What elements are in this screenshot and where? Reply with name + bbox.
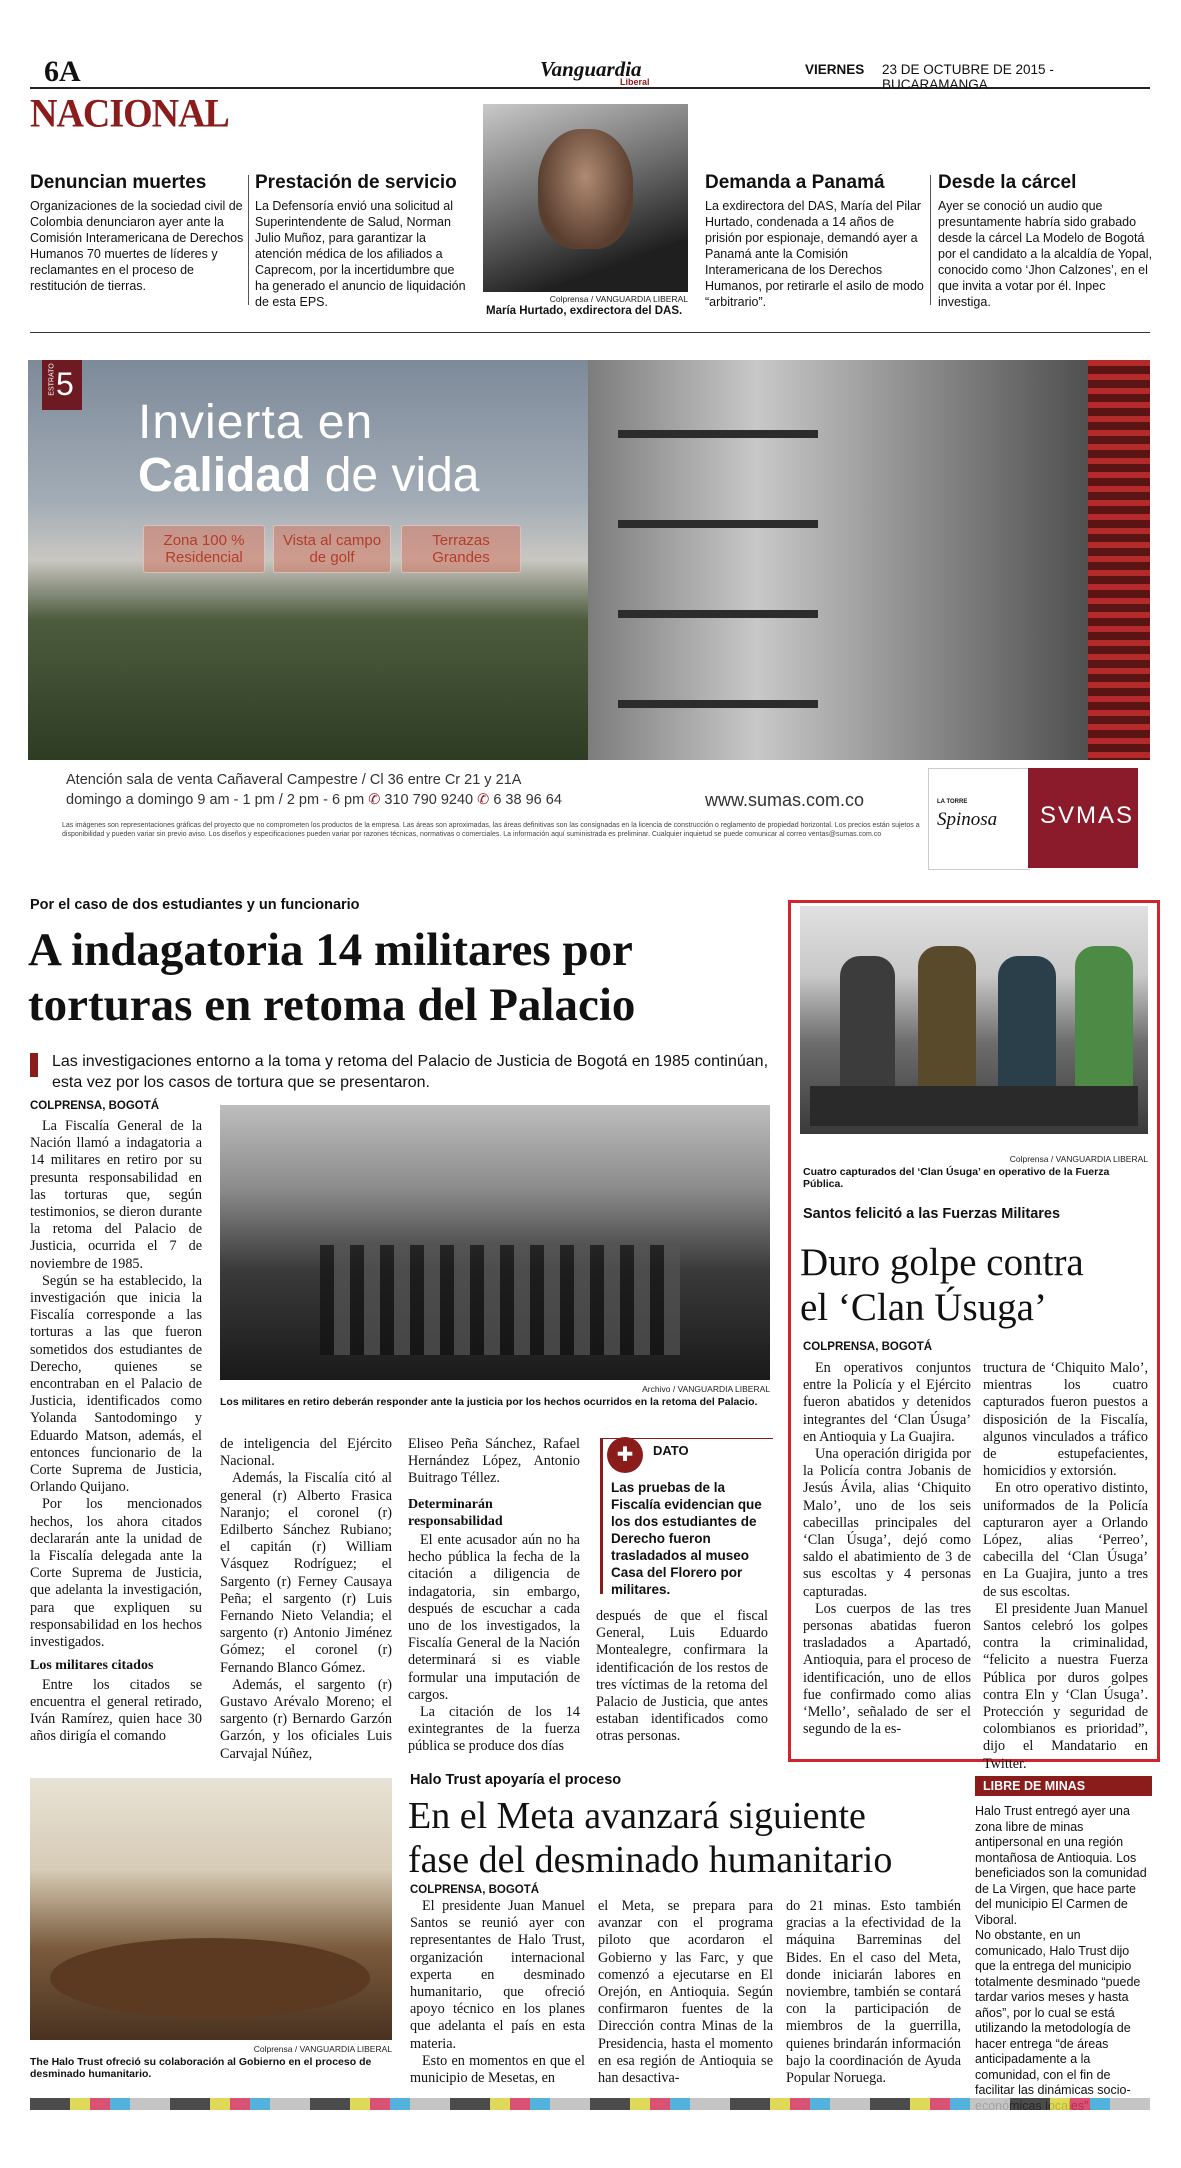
brief-4 bbox=[938, 172, 1153, 310]
brief-title: Demanda a Panamá bbox=[705, 172, 885, 193]
paragraph: Los cuerpos de las tres personas abatidas fueron trasladados a Apartadó, Antioquia, para el proceso de identificación, uno de ellos fue confirmado como alias ‘Mello’, señalado de ser el segundo de la es- bbox=[803, 1600, 971, 1738]
mines-box-label: LIBRE DE MINAS bbox=[975, 1776, 1152, 1796]
ad-logo-sumas bbox=[1028, 768, 1138, 868]
main-col-4 bbox=[596, 1608, 768, 1746]
section-title: NACIONAL bbox=[30, 91, 229, 137]
paragraph: do 21 minas. Esto también gracias a la efectividad de la máquina Barreminas del Bides. En el caso del Meta, donde iniciarán labores en noviembre, también se contará con la participación de miembros de la guerrilla, quienes brindarán información bajo la coordinación de Ayuda Popular Noruega. bbox=[786, 1898, 961, 2087]
brief-text: La exdirectora del DAS, María del Pilar Hurtado, condenada a 14 años de prisión por espionaje, demandó ayer a Panamá ante la Comisión Interamericana de los Derechos Humanos, por retirarle el asilo de modo “arbitrario”. bbox=[705, 199, 924, 309]
ad-phone-2: 6 38 96 64 bbox=[493, 792, 562, 808]
building-graphic bbox=[588, 360, 1150, 760]
side-col-1 bbox=[803, 1360, 971, 1738]
dato-text: Las pruebas de la Fiscalía evidencian que los dos estudiantes de Derecho fueron trasladados al museo Casa del Florero por militares. bbox=[611, 1480, 762, 1597]
paragraph: Una operación dirigida por la Policía contra Jobanis de Jesús Ávila, alias ‘Chiquito Malo’, uno de los seis cabecillas principales del ‘Clan Úsuga’, dejó como saldo el abatimiento de 3 de sus escoltas y 4 personas capturadas. bbox=[803, 1446, 971, 1600]
paragraph: La Fiscalía General de la Nación llamó a indagatoria a 14 militares en retiro por su presunta responsabilidad en las torturas que, según testimonios, se dieron durante la retoma del Palacio de Justicia, ocurrida el 7 de noviembre de 1985. bbox=[30, 1118, 202, 1272]
ad-headline-bold: Calidad bbox=[138, 449, 312, 502]
side-kicker: Santos felicitó a las Fuerzas Militares bbox=[803, 1206, 1061, 1222]
paragraph: En otro operativo distinto, uniformados de la Policía capturaron ayer a Orlando López, alias ‘Perreo’, cabecilla del ‘Clan Úsuga’ en La Guajira, junto a tres de sus escoltas. bbox=[983, 1480, 1148, 1600]
bottom-headline-1: En el Meta avanzará siguiente bbox=[408, 1795, 866, 1837]
ad-contact-1: Atención sala de venta Cañaveral Campestre / Cl 36 entre Cr 21 y 21A bbox=[66, 772, 522, 788]
brief-1 bbox=[30, 172, 245, 294]
paragraph: Además, el sargento (r) Gustavo Arévalo Moreno; el sargento (r) Bernardo Garzón Garzón, y los oficiales Luis Carvajal Núñez, bbox=[220, 1676, 392, 1762]
paragraph: Entre los citados se encuentra el general retirado, Iván Ramírez, quien hace 30 años dirigía el comando bbox=[30, 1676, 202, 1745]
bottom-headline-2: fase del desminado humanitario bbox=[408, 1839, 893, 1881]
ad-feature-pill: Zona 100 % Residencial bbox=[143, 525, 265, 573]
brief-text: Ayer se conoció un audio que presuntamente habría sido grabado desde la cárcel La Modelo de Bogotá por el candidato a la alcaldía de Yopal, conocido como ‘Jhon Calzones’, en el que invita a votar por él. Inpec investiga. bbox=[938, 199, 1153, 309]
side-headline-1: Duro golpe contra bbox=[800, 1241, 1084, 1284]
real-estate-ad bbox=[28, 360, 1150, 886]
paragraph: Por los mencionados hechos, los ahora citados declararán ante la unidad de la Fiscalía delegada ante la Corte Suprema de Justicia, que adelanta la investigación, para que expliquen su responsabilidad en los hechos investigados. bbox=[30, 1496, 202, 1651]
paragraph: La citación de los 14 exintegrantes de la fuerza pública se produce dos días bbox=[408, 1704, 580, 1755]
person-figure bbox=[918, 946, 976, 1086]
paragraph: tructura de ‘Chiquito Malo’, mientras los cuatro capturados fueron puestos a disposición de la Fiscalía, algunos vinculados a tráfico de estupefacientes, homicidios y extorsión. bbox=[983, 1360, 1148, 1480]
date-line: 23 DE OCTUBRE DE 2015 - BUCARAMANGA bbox=[882, 62, 1054, 92]
brief-title: Prestación de servicio bbox=[255, 172, 457, 193]
subheading: Los militares citados bbox=[30, 1658, 154, 1674]
photo-caption: María Hurtado, exdirectora del DAS. bbox=[486, 305, 683, 317]
ad-contact-2 bbox=[66, 792, 562, 808]
main-byline: COLPRENSA, BOGOTÁ bbox=[30, 1100, 160, 1112]
photo-credit: Colprensa / VANGUARDIA LIBERAL bbox=[1009, 1154, 1148, 1164]
ad-feature-pill: Terrazas Grandes bbox=[401, 525, 521, 573]
brief-title: Denuncian muertes bbox=[30, 172, 207, 193]
side-photo bbox=[800, 906, 1148, 1134]
bottom-byline: COLPRENSA, BOGOTÁ bbox=[410, 1884, 540, 1896]
paragraph: el Meta, se prepara para avanzar con el programa piloto que acordaron el Gobierno y las Farc, y que comenzó a ejecutarse en El Orejón, en Antioquia. Según confirmaron fuentes de la Dirección contra Minas de la Presidencia, hasta el momento en esa región de Antioquia se han desactiva- bbox=[598, 1898, 773, 2087]
ad-headline-2 bbox=[138, 448, 480, 503]
paragraph: El ente acusador aún no ha hecho pública la fecha de la citación a diligencia de indagatoria, sin embargo, después de escuchar a cada uno de los investigados, la Fiscalía General de la Nación determinará si es viable formular una imputación de cargos. bbox=[408, 1532, 580, 1703]
person-figure bbox=[998, 956, 1056, 1086]
bottom-kicker: Halo Trust apoyaría el proceso bbox=[410, 1772, 622, 1788]
photo-credit: Colprensa / VANGUARDIA LIBERAL bbox=[253, 2044, 392, 2054]
masthead-sub: Liberal bbox=[620, 77, 650, 87]
estrato-badge bbox=[42, 360, 82, 410]
ad-logo-spinosa bbox=[928, 768, 1030, 870]
ad-feature-pill: Vista al campo de golf bbox=[273, 525, 391, 573]
paragraph: Eliseo Peña Sánchez, Rafael Hernández López, Antonio Buitrago Téllez. bbox=[408, 1436, 580, 1487]
logo-small-text: LA TORRE bbox=[937, 799, 968, 805]
date-weekday: VIERNES bbox=[805, 62, 865, 77]
main-headline-1: A indagatoria 14 militares por bbox=[28, 924, 633, 976]
main-col-3 bbox=[408, 1436, 580, 1756]
bottom-col-2 bbox=[598, 1898, 773, 2087]
side-headline-2: el ‘Clan Úsuga’ bbox=[800, 1286, 1047, 1329]
bottom-col-3 bbox=[786, 1898, 961, 2087]
subheading: Determinarán responsabilidad bbox=[408, 1496, 503, 1529]
photo-caption: The Halo Trust ofreció su colaboración al Gobierno en el proceso de desminado humanitario. bbox=[30, 2056, 372, 2080]
main-lead: Las investigaciones entorno a la toma y retoma del Palacio de Justicia de Bogotá en 1985 continúan, esta vez por los casos de tortura que se presentaron. bbox=[52, 1053, 769, 1091]
mines-box bbox=[975, 1776, 1152, 2114]
logo-text: Spinosa bbox=[937, 809, 998, 830]
side-col-2 bbox=[983, 1360, 1148, 1773]
ad-website: www.sumas.com.co bbox=[705, 790, 865, 810]
ad-headline-1: Invierta en bbox=[138, 396, 374, 449]
main-headline-2: torturas en retoma del Palacio bbox=[28, 979, 636, 1031]
table-graphic bbox=[50, 1938, 370, 2018]
dato-icon: ✚ bbox=[607, 1437, 643, 1473]
person-figure bbox=[840, 956, 895, 1086]
paragraph: En operativos conjuntos entre la Policía y el Ejército fueron abatidos y detenidos integrantes del ‘Clan Úsuga’ en Antioquia y La Guajira. bbox=[803, 1360, 971, 1445]
photo-credit: Colprensa / VANGUARDIA LIBERAL bbox=[549, 294, 688, 304]
brief-text: Organizaciones de la sociedad civil de Colombia denunciaron ayer ante la Comisión Interamericana de Derechos Humanos 70 muertes de líderes y reclamantes en el proceso de restitución de tierras. bbox=[30, 199, 244, 293]
paragraph: Según se ha establecido, la investigación que inicia la Fiscalía corresponde a las torturas a las que fueron sometidos dos estudiantes de Derecho, quienes se encontraban en el Palacio de Justicia, identificados como Yolanda Santodomingo y Eduardo Matson, además, el entonces funcionario de la Corte Suprema de Justicia, Orlando Quijano. bbox=[30, 1272, 202, 1496]
bottom-photo bbox=[30, 1778, 392, 2040]
registration-bar bbox=[30, 2098, 1150, 2110]
brief-text: La Defensoría envió una solicitud al Superintendente de Salud, Norman Julio Muñoz, para garantizar la atención médica de los afiliados a Caprecom, por la incertidumbre que ha generado el anuncio de liquidación de esta EPS. bbox=[255, 199, 466, 309]
photo-caption: Los militares en retiro deberán responder ante la justicia por los hechos ocurridos en la retoma del Palacio. bbox=[220, 1396, 758, 1408]
paragraph: Además, la Fiscalía citó al general (r) Alberto Frasica Naranjo; el coronel (r) Edilberto Sánchez Rubiano; el capitán (r) William Vásquez Rodríguez; el Sargento (r) Ferney Causaya Peña; el sargento (r) Luis Fernando Nieto Velandia; el sargento (r) Antonio Jiménez Gómez; el coronel (r) Fernando Blanco Gómez. bbox=[220, 1470, 392, 1676]
ad-disclaimer: Las imágenes son representaciones gráficas del proyecto que no comprometen los productos de la empresa. Las áreas son aproximadas, las áreas definitivas son las consignadas en la licencia de construcción o reglamento de propiedad horizontal. Los precios están sujetos a disponibilidad y pueden variar sin previo aviso. Los diseños y especificaciones pueden variar por razones técnicas, normativas o comerciales. La información aquí suministrada es preliminar. Cualquier inquietud se puede comunicar al correo ventas@sumas.com.co bbox=[62, 822, 920, 838]
lead-marker bbox=[30, 1053, 38, 1077]
dato-label: DATO bbox=[653, 1443, 689, 1458]
main-photo bbox=[220, 1105, 770, 1380]
paragraph: No obstante, en un comunicado, Halo Trust dijo que la entrega del municipio totalmente desminado “puede tardar varios meses y hasta años”, por lo cual se está utilizando la metodología de hacer entrega “de áreas anticipadamente a la comunidad, con el fin de facilitar las dinámicas socio- bbox=[975, 1928, 1141, 2097]
ad-headline-rest: de vida bbox=[311, 449, 480, 502]
logo-text: SVMAS bbox=[1040, 802, 1135, 829]
ad-image bbox=[28, 360, 1150, 760]
main-col-2 bbox=[220, 1436, 392, 1763]
page-header bbox=[30, 55, 1150, 92]
brief-2 bbox=[255, 172, 470, 310]
paragraph: Halo Trust entregó ayer una zona libre de minas antipersonal en una región montañosa de Antioquia. Los beneficiados son la comunidad de La Virgen, que hace parte del municipio El Carmen de Viboral. bbox=[975, 1804, 1147, 1927]
phone-icon: ✆ bbox=[477, 792, 494, 808]
brief-photo bbox=[483, 104, 688, 292]
paragraph: Esto en momentos en que el municipio de Mesetas, en bbox=[410, 2052, 585, 2087]
paragraph: de inteligencia del Ejército Nacional. bbox=[220, 1436, 392, 1470]
ad-hours: domingo a domingo 9 am - 1 pm / 2 pm - 6 pm bbox=[66, 792, 365, 808]
paragraph: El presidente Juan Manuel Santos celebró los golpes contra la criminalidad, “felicito a nuestra Fuerza Pública por duros golpes contra Eln y ‘Clan Úsuga’. Protección y seguridad de colombianos es prioridad”, dijo el Mandatario en Twitter. bbox=[983, 1600, 1148, 1772]
estrato-label: ESTRATO bbox=[48, 363, 56, 396]
photo-caption: Cuatro capturados del ‘Clan Úsuga’ en operativo de la Fuerza Pública. bbox=[803, 1166, 1110, 1190]
side-byline: COLPRENSA, BOGOTÁ bbox=[803, 1341, 933, 1353]
photo-credit: Archivo / VANGUARDIA LIBERAL bbox=[642, 1384, 770, 1394]
brief-3 bbox=[705, 172, 927, 310]
ad-phone-1: 310 790 9240 bbox=[384, 792, 474, 808]
main-col-1 bbox=[30, 1118, 202, 1745]
person-silhouette bbox=[538, 129, 633, 249]
estrato-number: 5 bbox=[56, 366, 74, 402]
brief-title: Desde la cárcel bbox=[938, 172, 1077, 193]
main-kicker: Por el caso de dos estudiantes y un funcionario bbox=[30, 897, 360, 913]
dato-box bbox=[600, 1438, 773, 1597]
person-figure bbox=[1075, 946, 1133, 1086]
bottom-col-1 bbox=[410, 1898, 585, 2087]
phone-icon: ✆ bbox=[368, 792, 385, 808]
paragraph: después de que el fiscal General, Luis Eduardo Montealegre, confirmara la identificación de los restos de tres víctimas de la retoma del Palacio de Justicia, que antes estaban identificados como otras personas. bbox=[596, 1608, 768, 1745]
paragraph: El presidente Juan Manuel Santos se reunió ayer con representantes de Halo Trust, organización internacional experta en desminado humanitario, que ofreció apoyo técnico en los planes que adelanta el país en esta materia. bbox=[410, 1898, 585, 2052]
page-number: 6A bbox=[44, 55, 81, 88]
masthead-name: Vanguardia bbox=[540, 57, 642, 81]
